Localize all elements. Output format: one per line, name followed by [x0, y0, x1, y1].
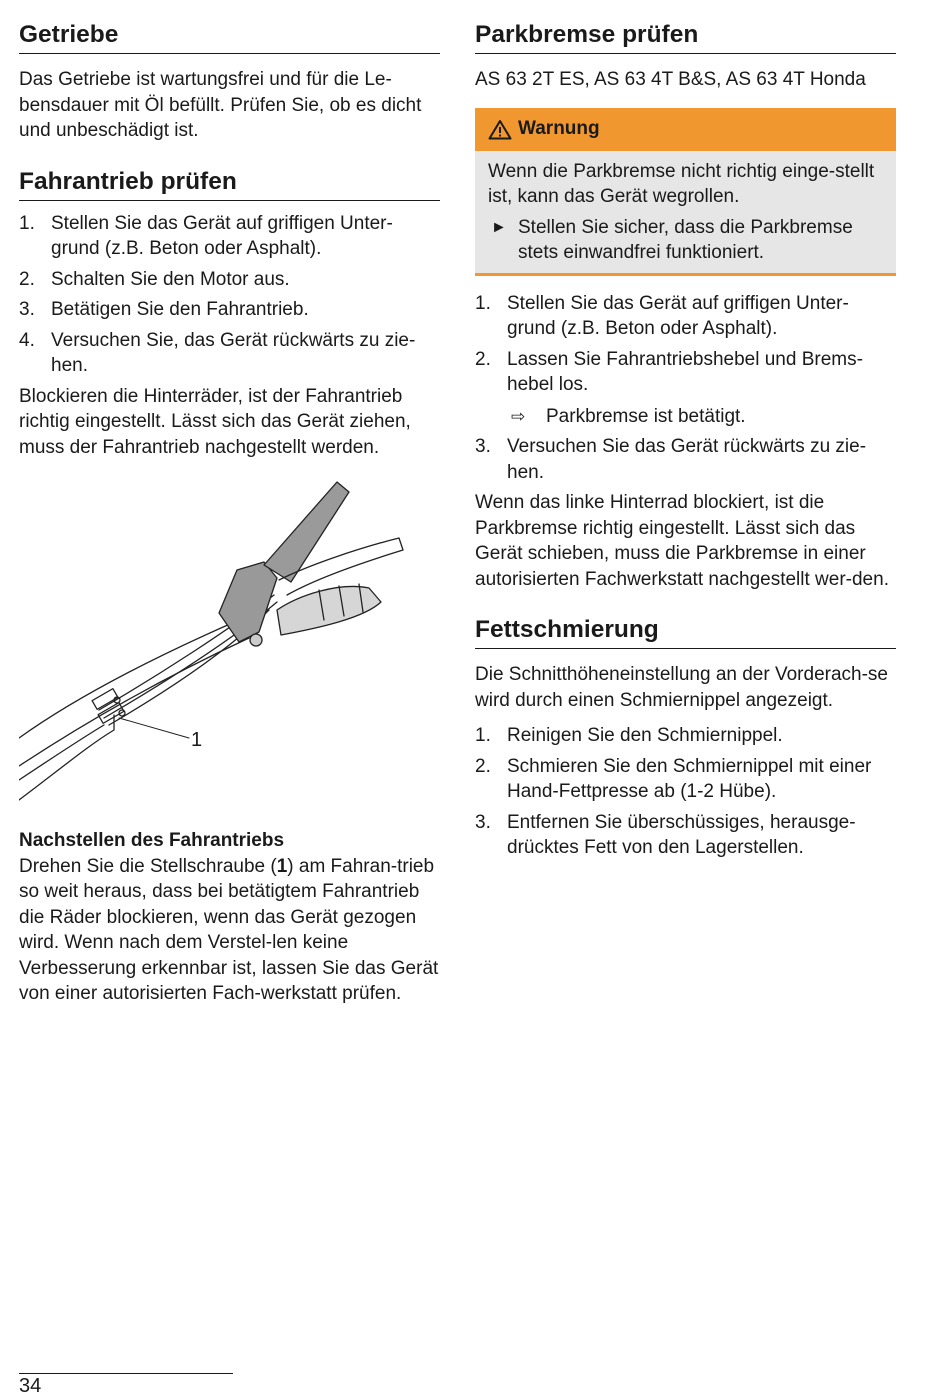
nachstellen-subtitle: Nachstellen des Fahrantriebs [19, 830, 285, 851]
result-arrow-icon: ⇨ [511, 406, 526, 426]
section-title-fett: Fettschmierung [475, 615, 896, 649]
right-column [475, 0, 896, 866]
footer-rule [19, 1373, 233, 1374]
section-title-getriebe: Getriebe [19, 20, 440, 54]
list-item: 3. Entfernen Sie überschüssiges, herausge-drücktes Fett von den Lagerstellen. [475, 811, 856, 858]
list-item: 2. Schalten Sie den Motor aus. [19, 268, 290, 290]
fett-text: Die Schnitthöheneinstellung an der Vorderach-se wird durch einen Schmiernippel angezeigt. [475, 664, 888, 711]
list-item: 1. Stellen Sie das Gerät auf griffigen Unter-grund (z.B. Beton oder Asphalt). [475, 292, 849, 339]
warning-text: Wenn die Parkbremse nicht richtig einge-stellt ist, kann das Gerät wegrollen. [488, 160, 875, 207]
section-title-parkbremse: Parkbremse prüfen [475, 20, 896, 54]
getriebe-text: Das Getriebe ist wartungsfrei und für die Le-bensdauer mit Öl befüllt. Prüfen Sie, ob es dicht und unbeschädigt ist. [19, 69, 422, 141]
list-item: 2. Schmieren Sie den Schmiernippel mit einer Hand-Fettpresse ab (1-2 Hübe). [475, 755, 872, 802]
result-line: ⇨ Parkbremse ist betätigt. [475, 404, 896, 430]
fahrantrieb-after-text: Blockieren die Hinterräder, ist der Fahrantrieb richtig eingestellt. Lässt sich das Gerät ziehen, muss der Fahrantrieb nachgestellt werden. [19, 385, 411, 458]
callout-1: 1 [191, 729, 203, 751]
list-item: 1. Stellen Sie das Gerät auf griffigen Unter-grund (z.B. Beton oder Asphalt). [19, 212, 393, 259]
warning-header [475, 108, 896, 151]
handle-drawing [19, 470, 440, 810]
nachstellen-text: Drehen Sie die Stellschraube (1) am Fahran-trieb so weit heraus, dass bei betätigtem Fahrantrieb die Räder blockieren, wenn das Gerät gezogen wird. Wenn nach dem Verstel-len keine Verbesserung erkennbar ist, lassen Sie das Gerät von einer autorisierten Fach-werkstatt prüfen. [19, 855, 439, 1004]
warning-label: Warnung [518, 118, 600, 140]
warning-bullet: ► Stellen Sie sicher, dass die Parkbremse stets einwandfrei funktioniert. [491, 216, 853, 263]
fett-steps [475, 723, 896, 861]
page-number: 34 [19, 1375, 42, 1397]
warning-body [475, 151, 896, 273]
warning-triangle-icon [488, 119, 512, 140]
parkbremse-after-text: Wenn das linke Hinterrad blockiert, ist die Parkbremse richtig eingestellt. Lässt sich das Gerät schieben, muss die Parkbremse in einer autorisierten Fachwerkstatt nachgestellt wer-den. [475, 492, 889, 590]
section-title-fahrantrieb: Fahrantrieb prüfen [19, 167, 440, 201]
handle-illustration [19, 470, 440, 810]
list-item: 1. Reinigen Sie den Schmiernippel. [475, 725, 783, 746]
list-item: 2. Lassen Sie Fahrantriebshebel und Brems-hebel los. [475, 348, 863, 395]
parkbremse-steps [475, 291, 896, 398]
parkbremse-step3 [475, 434, 896, 485]
fahrantrieb-steps [19, 211, 440, 379]
list-item: 3. Versuchen Sie das Gerät rückwärts zu zie-hen. [475, 436, 867, 483]
bullet-arrow-icon: ► [491, 218, 507, 236]
models-text: AS 63 2T ES, AS 63 4T B&S, AS 63 4T Honda [475, 69, 866, 90]
left-column-lower [19, 828, 440, 1007]
list-item: 4. Versuchen Sie, das Gerät rückwärts zu zie-hen. [19, 329, 416, 376]
left-column [19, 0, 440, 460]
warning-box [475, 108, 896, 276]
list-item: 3. Betätigen Sie den Fahrantrieb. [19, 299, 309, 320]
